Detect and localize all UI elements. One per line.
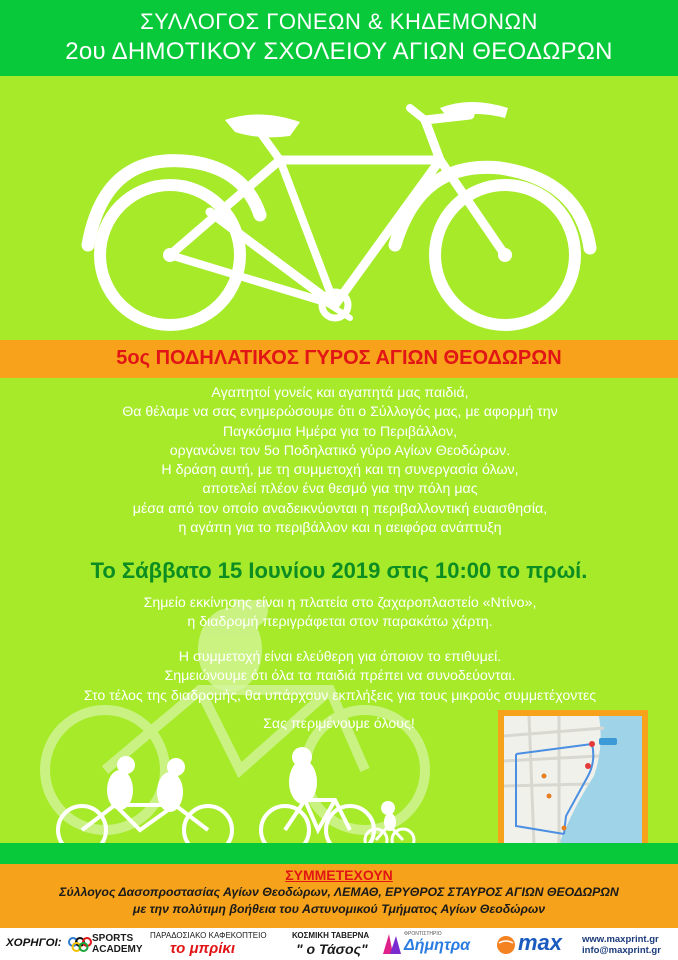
header-line2: 2ου ΔΗΜΟΤΙΚΟΥ ΣΧΟΛΕΙΟΥ ΑΓΙΩΝ ΘΕΟΔΩΡΩΝ (65, 38, 613, 65)
max-print-ball-icon (496, 935, 516, 955)
info-text (20, 648, 660, 706)
header (0, 0, 678, 76)
intro-text (60, 384, 620, 538)
intro-line: η αγάπη για το περιβάλλον και η αειφόρα ανάπτυξη (178, 520, 502, 537)
event-title: 5ος ΠΟΔΗΛΑΤΙΚΟΣ ΓΥΡΟΣ ΑΓΙΩΝ ΘΕΟΔΩΡΩΝ (116, 347, 562, 369)
route-line: η διαδρομή περιγράφεται στον παρακάτω χάρτη. (187, 614, 493, 631)
kafe-logo: το μπρίκι (170, 940, 236, 957)
route-map (498, 710, 648, 850)
dimitra-logo: Δήμητρα (404, 937, 471, 954)
participants-line1: Σύλλογος Δασοπροστασίας Αγίων Θεοδώρων, ΛΕΜΑΘ, ΕΡΥΘΡΟΣ ΣΤΑΥΡΟΣ ΑΓΙΩΝ ΘΕΟΔΩΡΩΝ (59, 885, 619, 899)
maxprint-logo: max (518, 930, 563, 955)
intro-line: Αγαπητοί γονείς και αγαπητά μας παιδιά, (211, 385, 469, 401)
greeting: Σας περιμένουμε όλους! (263, 716, 415, 732)
event-date: Το Σάββατο 15 Ιουνίου 2019 στις 10:00 το πρωί. (90, 558, 588, 583)
maxprint-contact (582, 934, 661, 956)
intro-line: αποτελεί πλέον ένα θεσμό για την πόλη μας (202, 481, 478, 498)
dimitra-caption: ΦΡΟΝΤΙΣΤΗΡΙΟ (404, 931, 442, 937)
info-line: Σημειώνουμε ότι όλα τα παιδιά πρέπει να συνοδεύονται. (164, 668, 516, 685)
bottom-green-band (0, 843, 678, 864)
route-text (40, 594, 640, 633)
bicycle-illustration (0, 76, 678, 340)
route-line: Σημείο εκκίνησης είναι η πλατεία στο ζαχαροπλαστείο «Ντίνο», (143, 595, 537, 611)
intro-line: Παγκόσμια Ημέρα για το Περιβάλλον, (222, 423, 458, 440)
participants-panel (0, 864, 678, 928)
hero-bicycle (0, 76, 678, 340)
sports-academy-logo (92, 933, 143, 955)
sponsors-label: ΧΟΡΗΓΟΙ: (6, 937, 62, 949)
maxprint-email[interactable]: info@maxprint.gr (582, 945, 661, 956)
intro-line: μέσα από τον οποίο αναδεικνύονται η περιβαλλοντική ευαισθησία, (132, 500, 548, 517)
event-banner (0, 340, 678, 378)
map-image (504, 716, 642, 844)
intro-line: Η δράση αυτή, με τη συμμετοχή και τη συνεργασία όλων, (161, 462, 519, 479)
taverna-logo: " ο Τάσος" (296, 941, 368, 957)
intro-line: οργανώνει τον 5ο Ποδηλατικό γύρο Αγίων Θεοδώρων. (169, 442, 511, 459)
info-line: Η συμμετοχή είναι ελεύθερη για όποιον το επιθυμεί. (178, 649, 502, 665)
maxprint-website[interactable]: www.maxprint.gr (582, 934, 659, 945)
intro-line: Θα θέλαμε να σας ενημερώσουμε ότι ο Σύλλογός μας, με αφορμή την (122, 404, 558, 421)
sports-line1: SPORTS (92, 933, 134, 944)
info-line: Στο τέλος της διαδρομής, θα υπάρχουν εκπλήξεις για τους μικρούς συμμετέχοντες (83, 687, 597, 704)
kafe-caption: ΠΑΡΑΔΟΣΙΑΚΟ ΚΑΦΕΚΟΠΤΕΙΟ (150, 931, 267, 940)
sports-line2: ACADEMY (92, 944, 143, 955)
taverna-caption: ΚΟΣΜΙΚΗ ΤΑΒΕΡΝΑ (292, 931, 370, 940)
participants-line2: με την πολύτιμη βοήθεια του Αστυνομικού Τμήματος Αγίων Θεοδώρων (132, 902, 546, 916)
participants-title: ΣΥΜΜΕΤΕΧΟΥΝ (285, 867, 393, 883)
sponsors-bar (0, 928, 678, 960)
dimitra-logo-icon (381, 932, 403, 956)
olympic-rings-icon (68, 934, 92, 956)
header-line1: ΣΥΛΛΟΓΟΣ ΓΟΝΕΩΝ & ΚΗΔΕΜΟΝΩΝ (140, 9, 538, 34)
